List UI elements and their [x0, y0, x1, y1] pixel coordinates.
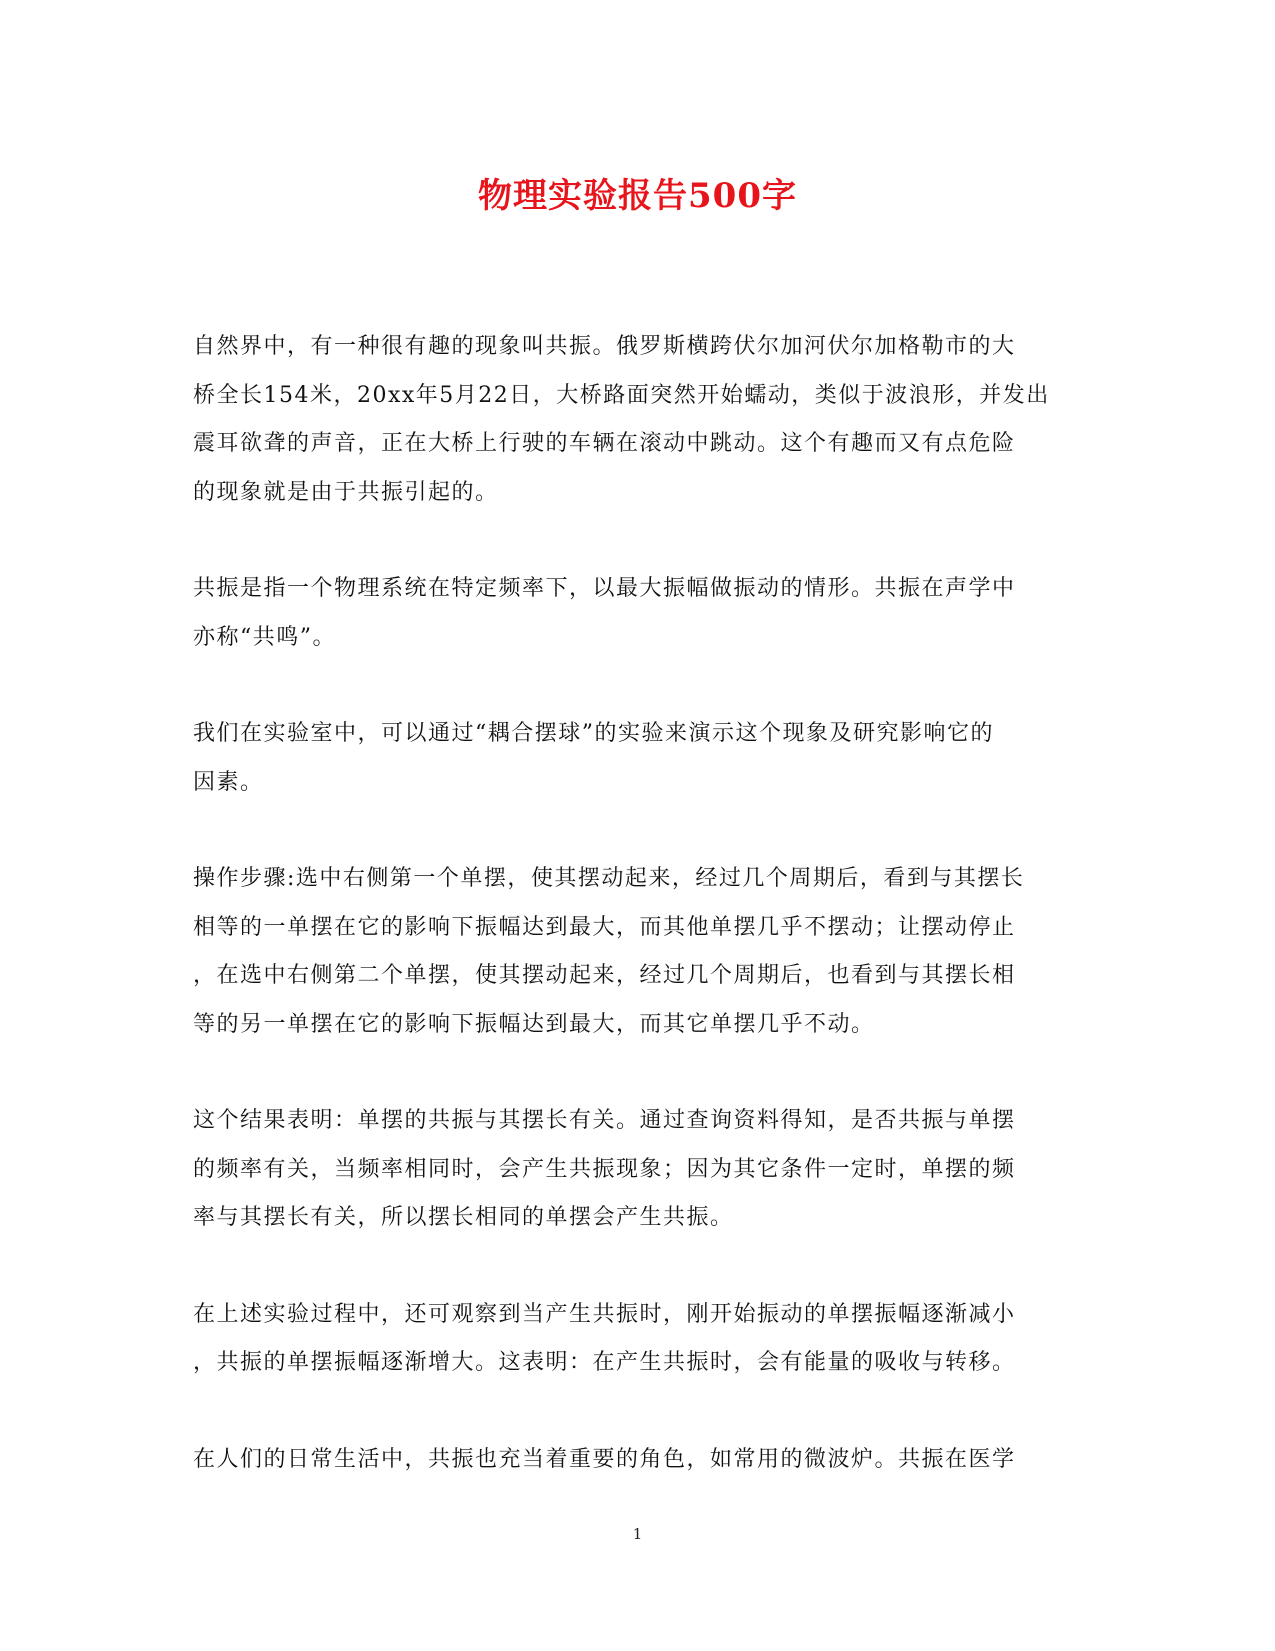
text-line: 亦称“共鸣”。 — [193, 624, 336, 650]
text-line: 自然界中，有一种很有趣的现象叫共振。俄罗斯横跨伏尔加河伏尔加格勒市的大 — [193, 334, 1016, 359]
paragraph-1 — [193, 323, 1083, 517]
text-line: 震耳欲聋的声音，正在大桥上行驶的车辆在滚动中跳动。这个有趣而又有点危险 — [193, 431, 1016, 456]
text-line: 共振是指一个物理系统在特定频率下，以最大振幅做振动的情形。共振在声学中 — [193, 576, 1016, 601]
document-body — [193, 323, 1083, 1532]
text-line: 等的另一单摆在它的影响下振幅达到最大，而其它单摆几乎不动。 — [193, 1011, 875, 1037]
text-line: 在上述实验过程中，还可观察到当产生共振时，刚开始振动的单摆振幅逐渐减小 — [193, 1301, 1016, 1327]
text-line: 的频率有关，当频率相同时，会产生共振现象；因为其它条件一定时，单摆的频 — [193, 1156, 1016, 1182]
text-line: 桥全长154米，20xx年5月22日，大桥路面突然开始蠕动，类似于波浪形，并发出 — [193, 382, 1050, 408]
text-line: ，共振的单摆振幅逐渐增大。这表明：在产生共振时，会有能量的吸收与转移。 — [193, 1350, 1016, 1375]
text-line: 我们在实验室中，可以通过“耦合摆球”的实验来演示这个现象及研究影响它的 — [193, 721, 994, 746]
text-line: 相等的一单摆在它的影响下振幅达到最大，而其他单摆几乎不摆动；让摆动停止 — [193, 914, 1016, 940]
paragraph-3 — [193, 710, 1083, 807]
text-line: 操作步骤:选中右侧第一个单摆，使其摆动起来，经过几个周期后，看到与其摆长 — [193, 866, 1025, 891]
text-line: 率与其摆长有关，所以摆长相同的单摆会产生共振。 — [193, 1205, 734, 1230]
text-line: 的现象就是由于共振引起的。 — [193, 479, 499, 505]
page-number: 1 — [632, 1525, 643, 1543]
paragraph-5 — [193, 1097, 1083, 1243]
paragraph-7 — [193, 1436, 1083, 1485]
text-line: 因素。 — [193, 769, 264, 795]
paragraph-2 — [193, 565, 1083, 662]
text-line: 这个结果表明：单摆的共振与其摆长有关。通过查询资料得知，是否共振与单摆 — [193, 1108, 1016, 1133]
text-line: ，在选中右侧第二个单摆，使其摆动起来，经过几个周期后，也看到与其摆长相 — [193, 963, 1016, 988]
paragraph-4 — [193, 855, 1083, 1049]
document-title: 物理实验报告500字 — [478, 176, 797, 216]
paragraph-6 — [193, 1291, 1083, 1388]
text-line: 在人们的日常生活中，共振也充当着重要的角色，如常用的微波炉。共振在医学 — [193, 1446, 1016, 1472]
